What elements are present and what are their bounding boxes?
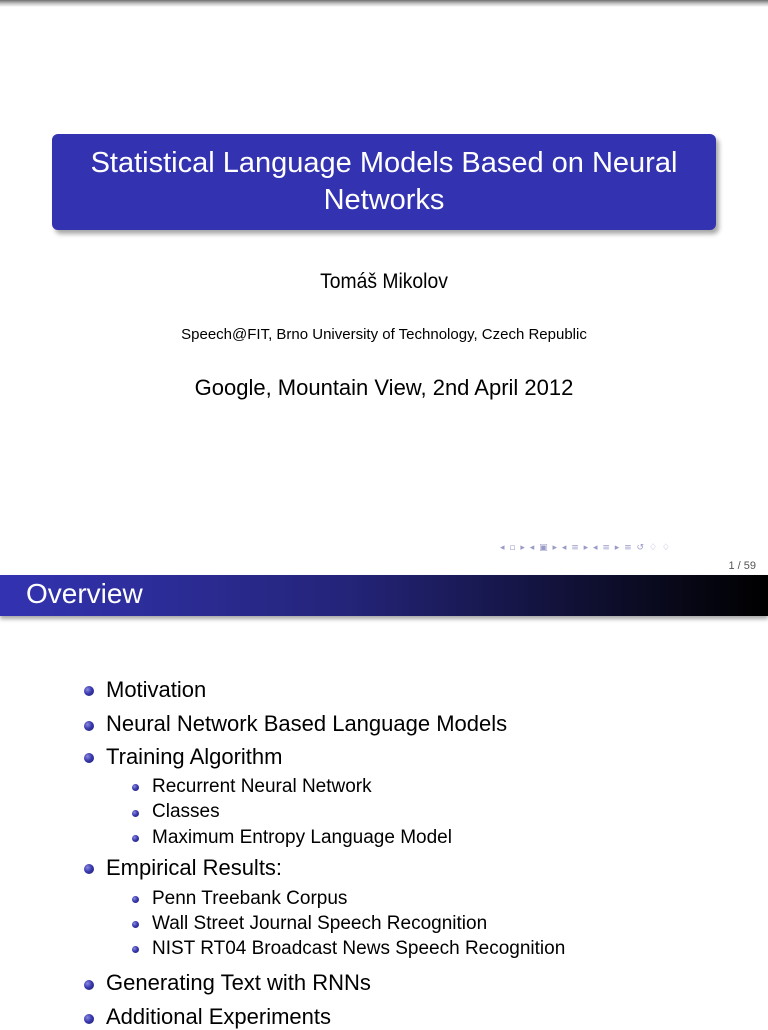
- sub-bullet-icon: [132, 784, 139, 791]
- beamer-navigation-icons[interactable]: ◂ ▫ ▸ ◂ ▣ ▸ ◂ ≡ ▸ ◂ ≡ ▸ ≡ ↺ ♢ ♢: [500, 543, 671, 553]
- list-item: Empirical Results:: [106, 855, 283, 880]
- list-item: Training Algorithm: [106, 744, 283, 769]
- bullet-icon: [84, 721, 94, 731]
- author-name: Tomáš Mikolov: [320, 270, 448, 293]
- sub-bullet-icon: [132, 896, 139, 903]
- sub-list-item: NIST RT04 Broadcast News Speech Recognition: [152, 938, 566, 959]
- bullet-icon: [84, 1014, 94, 1024]
- list-item: Neural Network Based Language Models: [106, 711, 508, 736]
- bullet-icon: [84, 980, 94, 990]
- presentation-title: Statistical Language Models Based on Neural Networks: [90, 147, 678, 216]
- author-affiliation: Speech@FIT, Brno University of Technology, Czech Republic: [181, 326, 587, 343]
- frame-title: Overview: [26, 578, 143, 609]
- sub-bullet-icon: [132, 946, 139, 953]
- page-number: 1 / 59: [728, 560, 756, 572]
- bullet-icon: [84, 864, 94, 874]
- list-item: Motivation: [106, 677, 207, 702]
- list-item: Generating Text with RNNs: [106, 970, 371, 995]
- sub-bullet-icon: [132, 810, 139, 817]
- bullet-icon: [84, 686, 94, 696]
- sub-list-item: Classes: [152, 801, 220, 822]
- sub-list-item: Penn Treebank Corpus: [152, 888, 348, 909]
- sub-bullet-icon: [132, 921, 139, 928]
- bullet-icon: [84, 753, 94, 763]
- sub-list-item: Maximum Entropy Language Model: [152, 827, 452, 848]
- sub-list-item: Wall Street Journal Speech Recognition: [152, 913, 488, 934]
- sub-list-item: Recurrent Neural Network: [152, 776, 372, 797]
- event-line: Google, Mountain View, 2nd April 2012: [194, 375, 574, 400]
- sub-bullet-icon: [132, 835, 139, 842]
- list-item: Additional Experiments: [106, 1004, 332, 1029]
